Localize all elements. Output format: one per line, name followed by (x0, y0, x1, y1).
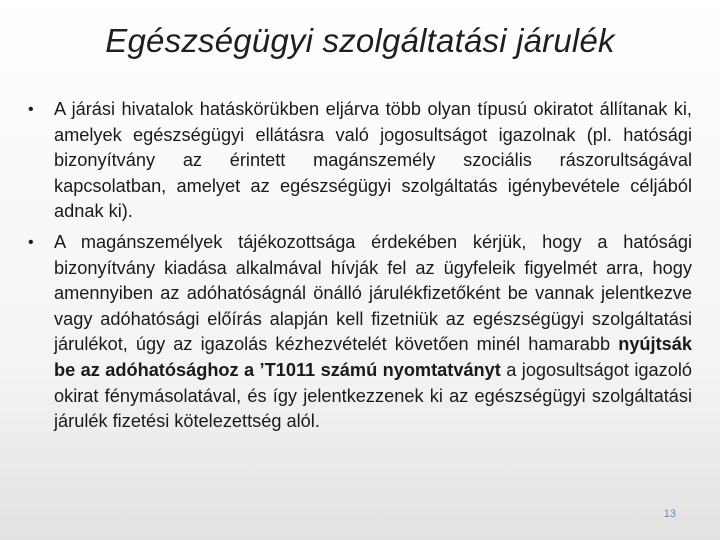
slide-title: Egészségügyi szolgáltatási járulék (105, 22, 615, 59)
bullet-item (28, 230, 692, 435)
bullet-text: a jogosultságot igazoló okirat fénymásolatával, és így jelentkezzenek ki az egészségügyi szolgáltatási járulék fizetési kötelezettség alól. (54, 359, 692, 432)
bullet-text-emphasis: nyújtsák be az adóhatósághoz a ’T1011 számú nyomtatványt (54, 334, 692, 380)
bullet-icon: • (28, 233, 34, 251)
bullet-text: A magánszemélyek tájékozottsága érdekében kérjük, hogy a hatósági bizonyítvány kiadása alkalmával hívják fel az ügyfeleik figyelmét arra, hogy amennyiben az adóhatóságnál önálló járulékfizetőként be vannak jelentkezve vagy adóhatósági előírás alapján kell fizetniük az egészségügyi szolgáltatási járulékot, úgy az igazolás kézhezvételét követően minél hamarabb (54, 231, 692, 355)
bullet-item (28, 97, 692, 225)
bullet-list (28, 97, 692, 440)
bullet-icon: • (28, 101, 34, 118)
bullet-text: A járási hivatalok hatáskörükben eljárva több olyan típusú okiratot állítanak ki, amelyek egészségügyi ellátásra való jogosultságot igazolnak (pl. hatósági bizonyítvány az érintett magánszemély szociális rászorultságával kapcsolatban, amelyet az egészségügyi szolgáltatás igénybevétele céljából adnak ki). (54, 99, 692, 222)
page-number: 13 (663, 508, 676, 520)
